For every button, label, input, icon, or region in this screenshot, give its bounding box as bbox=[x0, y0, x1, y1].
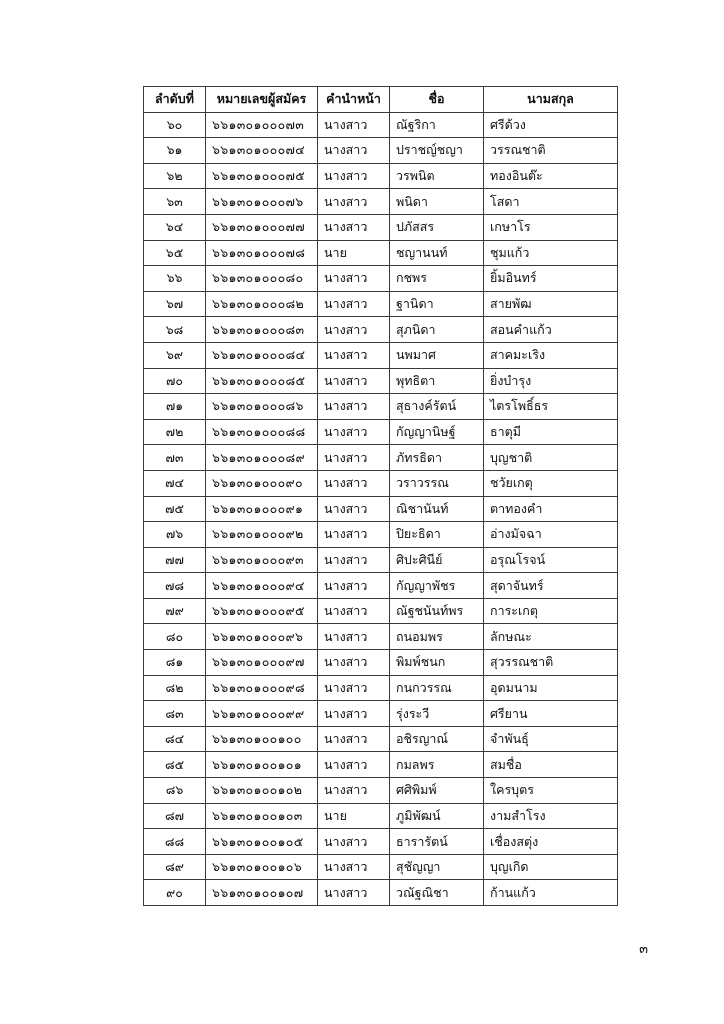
cell-applicant-id: ๖๖๑๓๐๑๐๐๑๐๗ bbox=[206, 880, 318, 906]
table-header-row bbox=[144, 87, 618, 113]
cell-first-name: พนิดา bbox=[390, 189, 484, 215]
cell-prefix: นางสาว bbox=[318, 701, 390, 727]
table-row bbox=[144, 112, 618, 138]
table-row bbox=[144, 342, 618, 368]
cell-last-name: ไตรโพธิ์ธร bbox=[484, 394, 618, 420]
table-row bbox=[144, 291, 618, 317]
cell-applicant-id: ๖๖๑๓๐๑๐๐๐๗๖ bbox=[206, 189, 318, 215]
applicant-table bbox=[143, 86, 618, 906]
table-row bbox=[144, 598, 618, 624]
table-row bbox=[144, 240, 618, 266]
cell-first-name: กัญญาพัชร bbox=[390, 573, 484, 599]
cell-last-name: สายพัฒ bbox=[484, 291, 618, 317]
table-row bbox=[144, 368, 618, 394]
cell-seq: ๗๙ bbox=[144, 598, 206, 624]
cell-first-name: ปิยะธิดา bbox=[390, 522, 484, 548]
cell-first-name: ณัฐริกา bbox=[390, 112, 484, 138]
cell-seq: ๗๒ bbox=[144, 419, 206, 445]
cell-prefix: นางสาว bbox=[318, 189, 390, 215]
cell-last-name: ศรีด้วง bbox=[484, 112, 618, 138]
cell-first-name: วรพนิต bbox=[390, 163, 484, 189]
cell-first-name: ปภัสสร bbox=[390, 214, 484, 240]
cell-last-name: ลักษณะ bbox=[484, 624, 618, 650]
cell-prefix: นางสาว bbox=[318, 650, 390, 676]
cell-first-name: สุธางค์รัตน์ bbox=[390, 394, 484, 420]
cell-seq: ๘๔ bbox=[144, 726, 206, 752]
cell-applicant-id: ๖๖๑๓๐๑๐๐๐๘๙ bbox=[206, 445, 318, 471]
table-row bbox=[144, 445, 618, 471]
table-row bbox=[144, 752, 618, 778]
cell-first-name: ศิปะศินีย์ bbox=[390, 547, 484, 573]
table-row bbox=[144, 266, 618, 292]
cell-last-name: งามสำโรง bbox=[484, 803, 618, 829]
cell-last-name: ชุมแก้ว bbox=[484, 240, 618, 266]
cell-applicant-id: ๖๖๑๓๐๑๐๐๑๐๕ bbox=[206, 829, 318, 855]
cell-prefix: นาย bbox=[318, 240, 390, 266]
cell-first-name: ภูมิพัฒน์ bbox=[390, 803, 484, 829]
table-row bbox=[144, 701, 618, 727]
table-row bbox=[144, 829, 618, 855]
table-row bbox=[144, 470, 618, 496]
cell-first-name: ชญานนท์ bbox=[390, 240, 484, 266]
cell-prefix: นางสาว bbox=[318, 266, 390, 292]
cell-seq: ๘๖ bbox=[144, 778, 206, 804]
cell-applicant-id: ๖๖๑๓๐๑๐๐๐๗๕ bbox=[206, 163, 318, 189]
cell-applicant-id: ๖๖๑๓๐๑๐๐๐๗๓ bbox=[206, 112, 318, 138]
table-row bbox=[144, 803, 618, 829]
cell-last-name: จำพันธุ์ bbox=[484, 726, 618, 752]
cell-last-name: ก้านแก้ว bbox=[484, 880, 618, 906]
cell-first-name: ถนอมพร bbox=[390, 624, 484, 650]
cell-first-name: นพมาศ bbox=[390, 342, 484, 368]
cell-first-name: ธารารัตน์ bbox=[390, 829, 484, 855]
cell-prefix: นางสาว bbox=[318, 880, 390, 906]
cell-applicant-id: ๖๖๑๓๐๑๐๐๐๘๔ bbox=[206, 342, 318, 368]
cell-last-name: โสดา bbox=[484, 189, 618, 215]
cell-seq: ๘๒ bbox=[144, 675, 206, 701]
cell-seq: ๖๐ bbox=[144, 112, 206, 138]
cell-last-name: บุญชาติ bbox=[484, 445, 618, 471]
cell-applicant-id: ๖๖๑๓๐๑๐๐๐๘๖ bbox=[206, 394, 318, 420]
table-row bbox=[144, 650, 618, 676]
cell-applicant-id: ๖๖๑๓๐๑๐๐๐๙๐ bbox=[206, 470, 318, 496]
cell-seq: ๗๗ bbox=[144, 547, 206, 573]
cell-first-name: ณัฐชนันท์พร bbox=[390, 598, 484, 624]
cell-applicant-id: ๖๖๑๓๐๑๐๐๐๙๑ bbox=[206, 496, 318, 522]
table-row bbox=[144, 675, 618, 701]
cell-last-name: สาคมะเริง bbox=[484, 342, 618, 368]
table-row bbox=[144, 573, 618, 599]
table-row bbox=[144, 726, 618, 752]
cell-seq: ๗๕ bbox=[144, 496, 206, 522]
cell-applicant-id: ๖๖๑๓๐๑๐๐๐๙๘ bbox=[206, 675, 318, 701]
cell-last-name: ทองอินต๊ะ bbox=[484, 163, 618, 189]
cell-applicant-id: ๖๖๑๓๐๑๐๐๑๐๐ bbox=[206, 726, 318, 752]
table-row bbox=[144, 547, 618, 573]
table-body bbox=[144, 112, 618, 905]
cell-last-name: การะเกตุ bbox=[484, 598, 618, 624]
cell-prefix: นางสาว bbox=[318, 214, 390, 240]
table-row bbox=[144, 624, 618, 650]
cell-prefix: นางสาว bbox=[318, 419, 390, 445]
cell-applicant-id: ๖๖๑๓๐๑๐๐๐๘๓ bbox=[206, 317, 318, 343]
header-seq: ลำดับที่ bbox=[144, 87, 206, 113]
cell-first-name: พุทธิตา bbox=[390, 368, 484, 394]
cell-prefix: นางสาว bbox=[318, 291, 390, 317]
cell-seq: ๖๗ bbox=[144, 291, 206, 317]
cell-applicant-id: ๖๖๑๓๐๑๐๐๑๐๖ bbox=[206, 854, 318, 880]
cell-last-name: ใครบุตร bbox=[484, 778, 618, 804]
table-row bbox=[144, 394, 618, 420]
cell-seq: ๖๘ bbox=[144, 317, 206, 343]
cell-first-name: กมลพร bbox=[390, 752, 484, 778]
cell-applicant-id: ๖๖๑๓๐๑๐๐๐๙๕ bbox=[206, 598, 318, 624]
cell-prefix: นางสาว bbox=[318, 854, 390, 880]
cell-prefix: นางสาว bbox=[318, 112, 390, 138]
cell-seq: ๗๖ bbox=[144, 522, 206, 548]
cell-last-name: สมชื่อ bbox=[484, 752, 618, 778]
table-row bbox=[144, 522, 618, 548]
cell-applicant-id: ๖๖๑๓๐๑๐๐๐๘๒ bbox=[206, 291, 318, 317]
header-first-name: ชื่อ bbox=[390, 87, 484, 113]
table-row bbox=[144, 163, 618, 189]
cell-seq: ๖๔ bbox=[144, 214, 206, 240]
table-row bbox=[144, 317, 618, 343]
cell-prefix: นางสาว bbox=[318, 547, 390, 573]
cell-prefix: นางสาว bbox=[318, 573, 390, 599]
cell-prefix: นางสาว bbox=[318, 394, 390, 420]
cell-prefix: นาย bbox=[318, 803, 390, 829]
cell-prefix: นางสาว bbox=[318, 445, 390, 471]
cell-applicant-id: ๖๖๑๓๐๑๐๐๐๙๙ bbox=[206, 701, 318, 727]
cell-applicant-id: ๖๖๑๓๐๑๐๐๑๐๓ bbox=[206, 803, 318, 829]
cell-last-name: เชื่องสตุ่ง bbox=[484, 829, 618, 855]
table-row bbox=[144, 496, 618, 522]
cell-seq: ๗๔ bbox=[144, 470, 206, 496]
cell-last-name: ตาทองคำ bbox=[484, 496, 618, 522]
cell-seq: ๖๙ bbox=[144, 342, 206, 368]
cell-first-name: กนกวรรณ bbox=[390, 675, 484, 701]
cell-seq: ๘๓ bbox=[144, 701, 206, 727]
cell-last-name: เกษาโร bbox=[484, 214, 618, 240]
cell-prefix: นางสาว bbox=[318, 138, 390, 164]
cell-seq: ๖๒ bbox=[144, 163, 206, 189]
cell-first-name: พิมพ์ชนก bbox=[390, 650, 484, 676]
cell-seq: ๘๕ bbox=[144, 752, 206, 778]
header-last-name: นามสกุล bbox=[484, 87, 618, 113]
cell-last-name: วรรณชาติ bbox=[484, 138, 618, 164]
cell-seq: ๘๐ bbox=[144, 624, 206, 650]
cell-seq: ๖๖ bbox=[144, 266, 206, 292]
cell-first-name: ภัทรธิดา bbox=[390, 445, 484, 471]
cell-seq: ๗๘ bbox=[144, 573, 206, 599]
table-row bbox=[144, 880, 618, 906]
cell-last-name: อุดมนาม bbox=[484, 675, 618, 701]
table-row bbox=[144, 854, 618, 880]
cell-first-name: วณัฐณิชา bbox=[390, 880, 484, 906]
cell-last-name: สุดาจันทร์ bbox=[484, 573, 618, 599]
cell-seq: ๗๐ bbox=[144, 368, 206, 394]
cell-first-name: สุชัญญา bbox=[390, 854, 484, 880]
cell-seq: ๖๕ bbox=[144, 240, 206, 266]
cell-last-name: ยิ่งบำรุง bbox=[484, 368, 618, 394]
cell-prefix: นางสาว bbox=[318, 598, 390, 624]
cell-prefix: นางสาว bbox=[318, 778, 390, 804]
cell-seq: ๘๙ bbox=[144, 854, 206, 880]
cell-first-name: สุภนิดา bbox=[390, 317, 484, 343]
cell-prefix: นางสาว bbox=[318, 496, 390, 522]
cell-first-name: กัญญานิษฐ์ bbox=[390, 419, 484, 445]
cell-first-name: ฐานิดา bbox=[390, 291, 484, 317]
cell-seq: ๘๘ bbox=[144, 829, 206, 855]
table-row bbox=[144, 778, 618, 804]
cell-seq: ๖๑ bbox=[144, 138, 206, 164]
cell-prefix: นางสาว bbox=[318, 163, 390, 189]
cell-seq: ๗๓ bbox=[144, 445, 206, 471]
table-row bbox=[144, 138, 618, 164]
cell-last-name: ธาตุมี bbox=[484, 419, 618, 445]
cell-applicant-id: ๖๖๑๓๐๑๐๐๑๐๒ bbox=[206, 778, 318, 804]
cell-prefix: นางสาว bbox=[318, 726, 390, 752]
header-applicant-id: หมายเลขผู้สมัคร bbox=[206, 87, 318, 113]
cell-last-name: อรุณโรจน์ bbox=[484, 547, 618, 573]
cell-seq: ๙๐ bbox=[144, 880, 206, 906]
cell-last-name: บุญเกิด bbox=[484, 854, 618, 880]
cell-prefix: นางสาว bbox=[318, 752, 390, 778]
cell-prefix: นางสาว bbox=[318, 342, 390, 368]
cell-prefix: นางสาว bbox=[318, 368, 390, 394]
cell-applicant-id: ๖๖๑๓๐๑๐๐๐๗๘ bbox=[206, 240, 318, 266]
cell-applicant-id: ๖๖๑๓๐๑๐๐๐๘๕ bbox=[206, 368, 318, 394]
cell-prefix: นางสาว bbox=[318, 624, 390, 650]
cell-applicant-id: ๖๖๑๓๐๑๐๐๐๙๖ bbox=[206, 624, 318, 650]
cell-last-name: สอนคำแก้ว bbox=[484, 317, 618, 343]
cell-last-name: ศรียาน bbox=[484, 701, 618, 727]
cell-first-name: รุ่งระวี bbox=[390, 701, 484, 727]
cell-applicant-id: ๖๖๑๓๐๑๐๐๐๘๘ bbox=[206, 419, 318, 445]
cell-applicant-id: ๖๖๑๓๐๑๐๐๑๐๑ bbox=[206, 752, 318, 778]
cell-prefix: นางสาว bbox=[318, 522, 390, 548]
page-number: ๓ bbox=[639, 942, 648, 957]
cell-first-name: อชิรญาณ์ bbox=[390, 726, 484, 752]
cell-applicant-id: ๖๖๑๓๐๑๐๐๐๙๒ bbox=[206, 522, 318, 548]
cell-prefix: นางสาว bbox=[318, 317, 390, 343]
cell-first-name: ศศิพิมพ์ bbox=[390, 778, 484, 804]
cell-last-name: ยิ้มอินทร์ bbox=[484, 266, 618, 292]
cell-seq: ๗๑ bbox=[144, 394, 206, 420]
cell-last-name: อ่างมัจฉา bbox=[484, 522, 618, 548]
cell-seq: ๘๑ bbox=[144, 650, 206, 676]
cell-applicant-id: ๖๖๑๓๐๑๐๐๐๙๔ bbox=[206, 573, 318, 599]
cell-seq: ๘๗ bbox=[144, 803, 206, 829]
cell-applicant-id: ๖๖๑๓๐๑๐๐๐๗๗ bbox=[206, 214, 318, 240]
cell-last-name: ชวัยเกตุ bbox=[484, 470, 618, 496]
cell-applicant-id: ๖๖๑๓๐๑๐๐๐๙๓ bbox=[206, 547, 318, 573]
cell-seq: ๖๓ bbox=[144, 189, 206, 215]
table-row bbox=[144, 189, 618, 215]
cell-applicant-id: ๖๖๑๓๐๑๐๐๐๗๔ bbox=[206, 138, 318, 164]
cell-applicant-id: ๖๖๑๓๐๑๐๐๐๘๐ bbox=[206, 266, 318, 292]
cell-prefix: นางสาว bbox=[318, 829, 390, 855]
table-row bbox=[144, 214, 618, 240]
cell-first-name: กชพร bbox=[390, 266, 484, 292]
cell-prefix: นางสาว bbox=[318, 470, 390, 496]
cell-first-name: วราวรรณ bbox=[390, 470, 484, 496]
cell-last-name: สุวรรณชาติ bbox=[484, 650, 618, 676]
cell-prefix: นางสาว bbox=[318, 675, 390, 701]
cell-first-name: ณิชานันท์ bbox=[390, 496, 484, 522]
cell-applicant-id: ๖๖๑๓๐๑๐๐๐๙๗ bbox=[206, 650, 318, 676]
cell-first-name: ปราชญ์ชญา bbox=[390, 138, 484, 164]
table-row bbox=[144, 419, 618, 445]
header-prefix: คำนำหน้า bbox=[318, 87, 390, 113]
